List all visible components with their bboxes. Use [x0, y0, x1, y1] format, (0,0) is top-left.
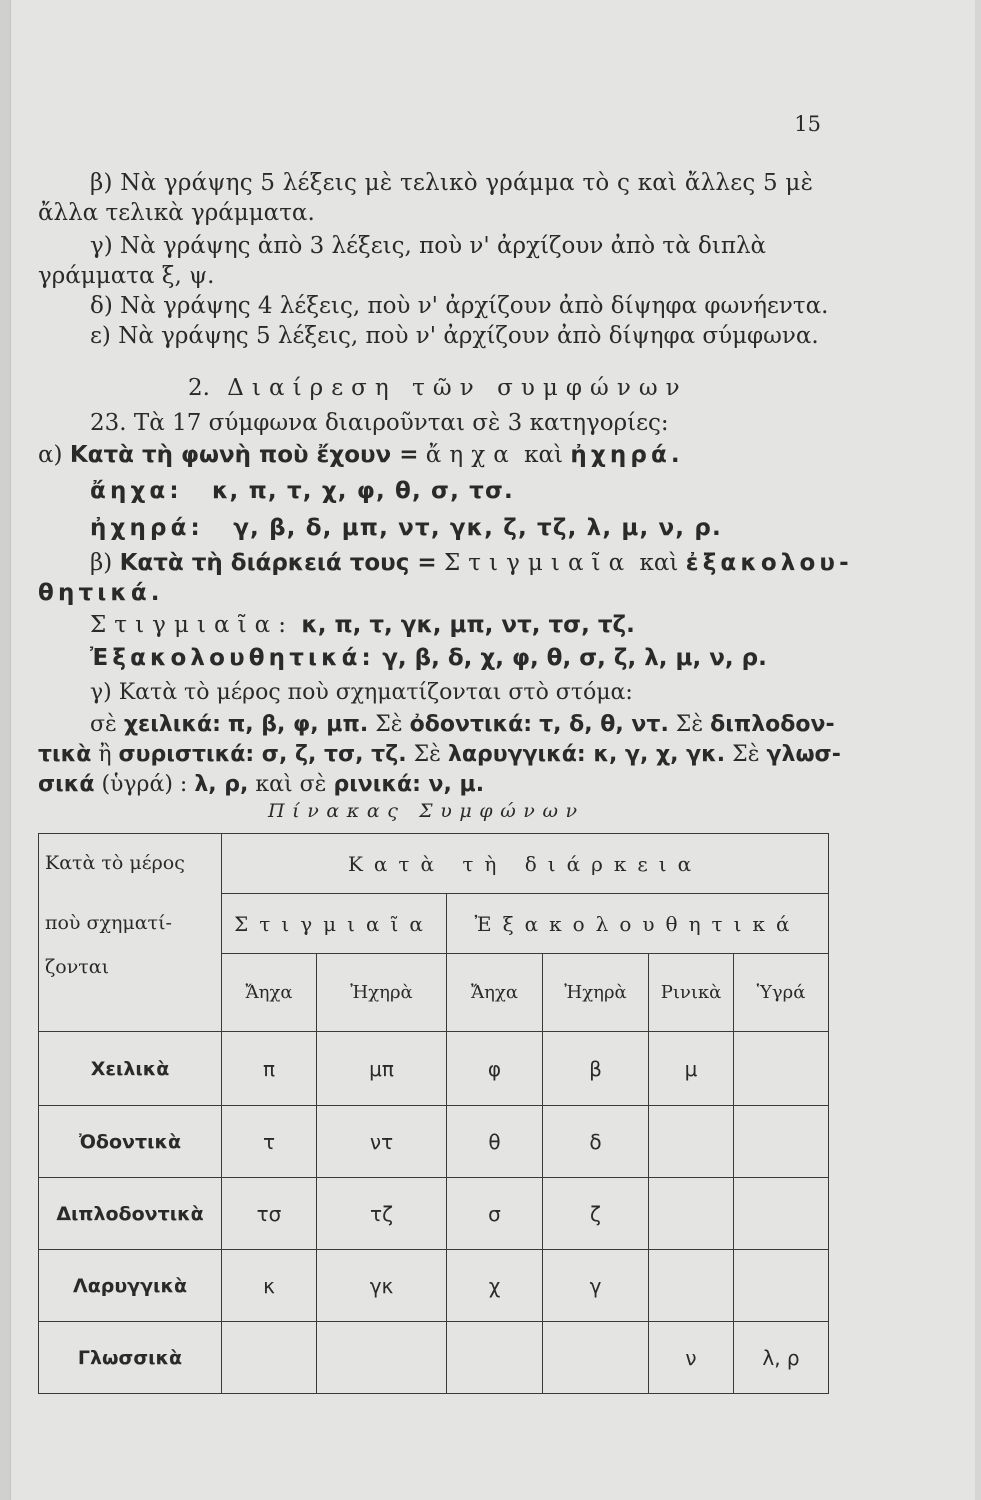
table-cell: τ: [222, 1106, 317, 1178]
table-cell: [734, 1250, 829, 1322]
g3-a: τικὰ: [38, 742, 92, 767]
table-cell: [734, 1032, 829, 1106]
aeha-label: ἄηχα:: [90, 478, 183, 504]
aeha-list: κ, π, τ, χ, φ, θ, σ, τσ.: [212, 478, 514, 504]
table-cell: ζ: [543, 1178, 649, 1250]
paragraph-23: 23. Τὰ 17 σύμφωνα διαιροῦνται σὲ 3 κατηγορίες:: [90, 410, 669, 436]
g2-d: Σὲ: [375, 712, 403, 737]
table-corner-line2: ποὺ σχηματί-: [39, 894, 222, 954]
page-binding-edge: [0, 0, 11, 1500]
table-cell: γ: [543, 1250, 649, 1322]
category-g-line3: [38, 742, 841, 767]
g4-a: σικά: [38, 772, 95, 797]
exercise-b-line1: β) Νὰ γράψης 5 λέξεις μὲ τελικὸ γράμμα τὸ ς καὶ ἄλλες 5 μὲ: [90, 170, 814, 196]
category-a-and: καὶ: [524, 442, 564, 468]
g3-b: ἢ: [98, 742, 112, 767]
ihira-list: γ, β, δ, μπ, ντ, γκ, ζ, τζ, λ, μ, ν, ρ.: [233, 515, 722, 541]
category-g: γ) Κατὰ τὸ μέρος ποὺ σχηματίζονται στὸ στόμα:: [90, 680, 633, 705]
table-cell: [222, 1322, 317, 1394]
table-cell: κ: [222, 1250, 317, 1322]
table-row: [39, 1322, 829, 1394]
subheader-ihira-1: Ἠχηρὰ: [317, 954, 447, 1032]
row-label: Λαρυγγικὰ: [39, 1250, 222, 1322]
g3-g: γλωσ-: [766, 742, 841, 767]
g2-b: χειλικά:: [123, 712, 221, 737]
exakolouthitika-line: [90, 645, 767, 671]
category-a-term2: ἠχηρά.: [570, 442, 684, 468]
g3-f: Σὲ: [732, 742, 760, 767]
table-cell: [649, 1178, 734, 1250]
table-cell: τζ: [317, 1178, 447, 1250]
table-corner-line3: ζονται: [39, 954, 222, 1032]
stigmiaia-list: κ, π, τ, γκ, μπ, ντ, τσ, τζ.: [301, 612, 635, 638]
row-label: Ὀδοντικὰ: [39, 1106, 222, 1178]
section-heading: [188, 375, 688, 401]
g2-c: π, β, φ, μπ.: [227, 712, 369, 737]
subheader-ygra: Ὑγρά: [734, 954, 829, 1032]
category-b-title: Κατὰ τὴ διάρκειά τους =: [119, 550, 437, 576]
row-label: Γλωσσικὰ: [39, 1322, 222, 1394]
table-cell: δ: [543, 1106, 649, 1178]
table-row: [39, 1106, 829, 1178]
table-cell: χ: [447, 1250, 543, 1322]
ihira-label: ἠχηρά:: [90, 515, 204, 541]
table-cell: σ: [447, 1178, 543, 1250]
subheader-ihira-2: Ἠχηρὰ: [543, 954, 649, 1032]
g2-g: Σὲ: [675, 712, 704, 737]
table-row: [39, 1178, 829, 1250]
table-col-exakolouthitika: Ἐξακολουθητικά: [447, 894, 829, 954]
table-cell: φ: [447, 1032, 543, 1106]
table-cell: [543, 1322, 649, 1394]
table-cell: μπ: [317, 1032, 447, 1106]
stigmiaia-line: [90, 612, 635, 638]
category-b-prefix: β): [90, 550, 113, 576]
g2-e: ὀδοντικά:: [409, 712, 533, 737]
g3-c: συριστικά: σ, ζ, τσ, τζ.: [118, 742, 407, 767]
category-a-term1: ἄηχα: [425, 442, 517, 468]
exercise-c-line2: γράμματα ξ, ψ.: [38, 263, 215, 289]
g2-h: διπλοδον-: [710, 712, 835, 737]
g2-f: τ, δ, θ, ντ.: [539, 712, 669, 737]
table-cell: [649, 1250, 734, 1322]
table-cell: γκ: [317, 1250, 447, 1322]
exakolouthitika-label: Ἐξακολουθητικά:: [90, 645, 375, 671]
exercise-e-line: ε) Νὰ γράψης 5 λέξεις, ποὺ ν' ἀρχίζουν ἀπὸ δίψηφα σύμφωνα.: [90, 323, 819, 349]
category-b-term2-cont: θητικά.: [38, 580, 164, 606]
category-a-title: Κατὰ τὴ φωνὴ ποὺ ἔχουν =: [69, 442, 419, 468]
exakolouthitika-list: γ, β, δ, χ, φ, θ, σ, ζ, λ, μ, ν, ρ.: [382, 645, 767, 671]
exercise-b-line2: ἄλλα τελικὰ γράμματα.: [38, 200, 315, 226]
category-b: [90, 550, 853, 576]
ihira-line: [90, 515, 722, 541]
table-caption: Πίνακας Συμφώνων: [268, 800, 585, 822]
table-cell: [734, 1106, 829, 1178]
g3-d: Σὲ: [413, 742, 441, 767]
row-label: Διπλοδοντικὰ: [39, 1178, 222, 1250]
table-cell: ν: [649, 1322, 734, 1394]
table-cell: [649, 1106, 734, 1178]
aeha-line: [90, 478, 514, 504]
table-cell: [317, 1322, 447, 1394]
table-group-header: Κατὰ τὴ διάρκεια: [222, 834, 829, 894]
category-b-and: καὶ: [639, 550, 679, 576]
g4-c: λ, ρ,: [194, 772, 249, 797]
stigmiaia-label: Στιγμιαῖα:: [90, 612, 295, 638]
subheader-aeha-2: Ἄηχα: [447, 954, 543, 1032]
category-a: [38, 442, 684, 468]
g4-e: ρινικά: ν, μ.: [333, 772, 485, 797]
table-row: [39, 1032, 829, 1106]
table-cell: π: [222, 1032, 317, 1106]
table-col-stigmiaia: Στιγμιαῖα: [222, 894, 447, 954]
g4-b: (ὑγρά) :: [101, 772, 188, 797]
table-cell: [734, 1178, 829, 1250]
page-right-edge: [975, 0, 981, 1500]
section-number: 2.: [188, 375, 210, 401]
consonants-table: [38, 833, 829, 1394]
section-title: Διαίρεση τῶν συμφώνων: [227, 375, 688, 401]
page-number: 15: [794, 112, 821, 136]
g3-e: λαρυγγικά: κ, γ, χ, γκ.: [447, 742, 726, 767]
subheader-rinika: Ρινικὰ: [649, 954, 734, 1032]
g2-a: σὲ: [90, 712, 117, 737]
table-cell: τσ: [222, 1178, 317, 1250]
category-b-cont: [38, 580, 164, 606]
table-cell: λ, ρ: [734, 1322, 829, 1394]
category-g-line2: [90, 712, 835, 737]
exercise-c-line1: γ) Νὰ γράψης ἀπὸ 3 λέξεις, ποὺ ν' ἀρχίζουν ἀπὸ τὰ διπλὰ: [90, 233, 767, 259]
category-g-line4: [38, 772, 484, 797]
table-cell: β: [543, 1032, 649, 1106]
subheader-aeha-1: Ἄηχα: [222, 954, 317, 1032]
table-cell: [447, 1322, 543, 1394]
table-cell: μ: [649, 1032, 734, 1106]
category-b-term2: ἐξακολου-: [685, 550, 853, 576]
row-label: Χειλικὰ: [39, 1032, 222, 1106]
exercise-d-line: δ) Νὰ γράψης 4 λέξεις, ποὺ ν' ἀρχίζουν ἀπὸ δίψηφα φωνήεντα.: [90, 293, 829, 319]
table-cell: θ: [447, 1106, 543, 1178]
g4-d: καὶ σὲ: [255, 772, 327, 797]
category-a-prefix: α): [38, 442, 63, 468]
table-row: [39, 1250, 829, 1322]
table-cell: ντ: [317, 1106, 447, 1178]
category-b-term1: Στιγμιαῖα: [443, 550, 633, 576]
table-corner-line1: Κατὰ τὸ μέρος: [39, 834, 222, 894]
